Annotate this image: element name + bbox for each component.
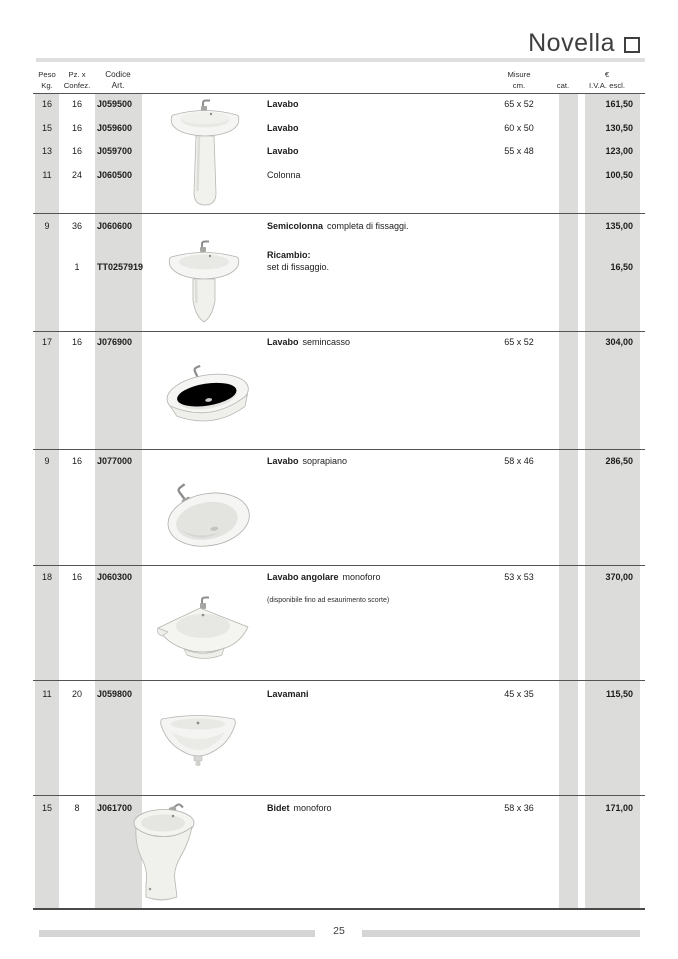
price-cell: 130,50: [605, 123, 633, 133]
table-row: [0, 221, 678, 233]
pz-cell: 24: [71, 170, 82, 180]
misure-cell: 45 x 35: [504, 689, 534, 699]
codice-cell: TT0257919: [97, 262, 144, 272]
product-block-lavamani: [0, 680, 678, 795]
product-image-handrinse-basin: [157, 710, 239, 770]
price-cell: 115,50: [605, 689, 633, 699]
price-cell: 135,00: [605, 221, 633, 231]
table-row: [0, 146, 678, 158]
peso-cell: 17: [41, 337, 52, 347]
product-image-countertop-washbasin: [160, 474, 252, 558]
misure-cell: 55 x 48: [504, 146, 534, 156]
description-cell: set di fissaggio.: [267, 262, 330, 272]
brand-square-icon: [624, 37, 640, 53]
brand-header: [528, 30, 640, 56]
codice-cell: J060500: [97, 170, 133, 180]
description-cell: Lavabo semincasso: [267, 337, 351, 347]
product-block-bidet: [0, 795, 678, 908]
header-rule: [36, 58, 645, 62]
codice-cell: J059600: [97, 123, 133, 133]
block-separator-line: [33, 449, 645, 450]
table-row: [0, 456, 678, 468]
product-block-lavabo: [0, 93, 678, 213]
block-separator-line: [33, 565, 645, 566]
peso-cell: 15: [41, 803, 52, 813]
description-cell: Lavabo: [267, 146, 299, 156]
description-cell: Semicolonna completa di fissaggi.: [267, 221, 409, 231]
block-separator-line: [33, 331, 645, 332]
misure-cell: 65 x 52: [504, 99, 534, 109]
peso-cell: 18: [41, 572, 52, 582]
footer-bar-left: [39, 930, 315, 937]
column-header-price: € I.V.A. escl.: [588, 70, 626, 90]
description-cell: Ricambio:: [267, 250, 311, 260]
codice-cell: J059700: [97, 146, 133, 156]
description-cell: Lavabo soprapiano: [267, 456, 348, 466]
footer-bar-right: [362, 930, 640, 937]
misure-cell: 58 x 46: [504, 456, 534, 466]
page-title: Novella: [528, 29, 615, 57]
pz-cell: 16: [71, 99, 82, 109]
table-row: [0, 262, 678, 274]
table-row: [0, 689, 678, 701]
misure-cell: 60 x 50: [504, 123, 534, 133]
codice-cell: J077000: [97, 456, 133, 466]
table-bottom-line: [33, 908, 645, 910]
peso-cell: 9: [44, 221, 50, 231]
column-header-misure: Misure cm.: [507, 70, 531, 90]
codice-cell: J060300: [97, 572, 133, 582]
table-row: [0, 337, 678, 349]
price-cell: 100,50: [605, 170, 633, 180]
column-header-pz-confez: Pz. x Confez.: [63, 70, 91, 90]
product-image-semipedestal-washbasin: [163, 237, 245, 327]
codice-cell: J059500: [97, 99, 133, 109]
price-cell: 123,00: [605, 146, 633, 156]
peso-cell: 16: [41, 99, 52, 109]
codice-cell: J060600: [97, 221, 133, 231]
peso-cell: 15: [41, 123, 52, 133]
price-cell: 370,00: [605, 572, 633, 582]
description-cell: Lavabo angolare monoforo: [267, 572, 381, 582]
product-image-corner-washbasin: [152, 592, 252, 664]
product-image-semi-recessed-washbasin: [162, 356, 254, 448]
product-block-lavabo-semincasso: [0, 331, 678, 449]
pz-cell: 36: [71, 221, 82, 231]
availability-note: (disponibile fino ad esaurimento scorte): [267, 597, 390, 604]
pz-cell: 16: [71, 456, 82, 466]
peso-cell: 11: [42, 689, 52, 699]
block-separator-line: [33, 213, 645, 214]
product-image-pedestal-washbasin: [165, 97, 245, 211]
peso-cell: 9: [44, 456, 50, 466]
product-block-lavabo-angolare: [0, 565, 678, 680]
page-number: 25: [333, 925, 345, 937]
table-row: [0, 99, 678, 111]
price-cell: 161,50: [605, 99, 633, 109]
description-cell: Lavabo: [267, 99, 299, 109]
pz-cell: 16: [71, 572, 82, 582]
peso-cell: 11: [42, 170, 52, 180]
column-header-codice: Codice Art.: [105, 70, 131, 90]
price-cell: 286,50: [605, 456, 633, 466]
product-block-semicolonna: [0, 213, 678, 331]
price-cell: 171,00: [605, 803, 633, 813]
description-cell: Colonna: [267, 170, 301, 180]
product-block-lavabo-soprapiano: [0, 449, 678, 565]
pz-cell: 1: [74, 262, 80, 272]
codice-cell: J061700: [97, 803, 133, 813]
table-row: [0, 803, 678, 815]
pz-cell: 16: [71, 337, 82, 347]
codice-cell: J076900: [97, 337, 133, 347]
column-header-cat: cat.: [556, 80, 570, 90]
pz-cell: 16: [71, 123, 82, 133]
pz-cell: 8: [74, 803, 80, 813]
misure-cell: 58 x 36: [504, 803, 534, 813]
description-cell: Bidet monoforo: [267, 803, 332, 813]
column-header-peso: Peso Kg.: [38, 70, 56, 90]
description-cell: Lavabo: [267, 123, 299, 133]
price-cell: 304,00: [605, 337, 633, 347]
table-row: [0, 250, 678, 262]
block-separator-line: [33, 795, 645, 796]
table-row: [0, 123, 678, 135]
pz-cell: 20: [71, 689, 82, 699]
block-separator-line: [33, 680, 645, 681]
pz-cell: 16: [71, 146, 82, 156]
block-separator-line: [33, 93, 645, 94]
codice-cell: J059800: [97, 689, 133, 699]
price-cell: 16,50: [610, 262, 633, 272]
peso-cell: 13: [41, 146, 52, 156]
product-image-bidet: [126, 797, 204, 907]
misure-cell: 65 x 52: [504, 337, 534, 347]
misure-cell: 53 x 53: [504, 572, 534, 582]
description-cell: Lavamani: [267, 689, 309, 699]
table-row: [0, 170, 678, 182]
table-row: [0, 572, 678, 584]
